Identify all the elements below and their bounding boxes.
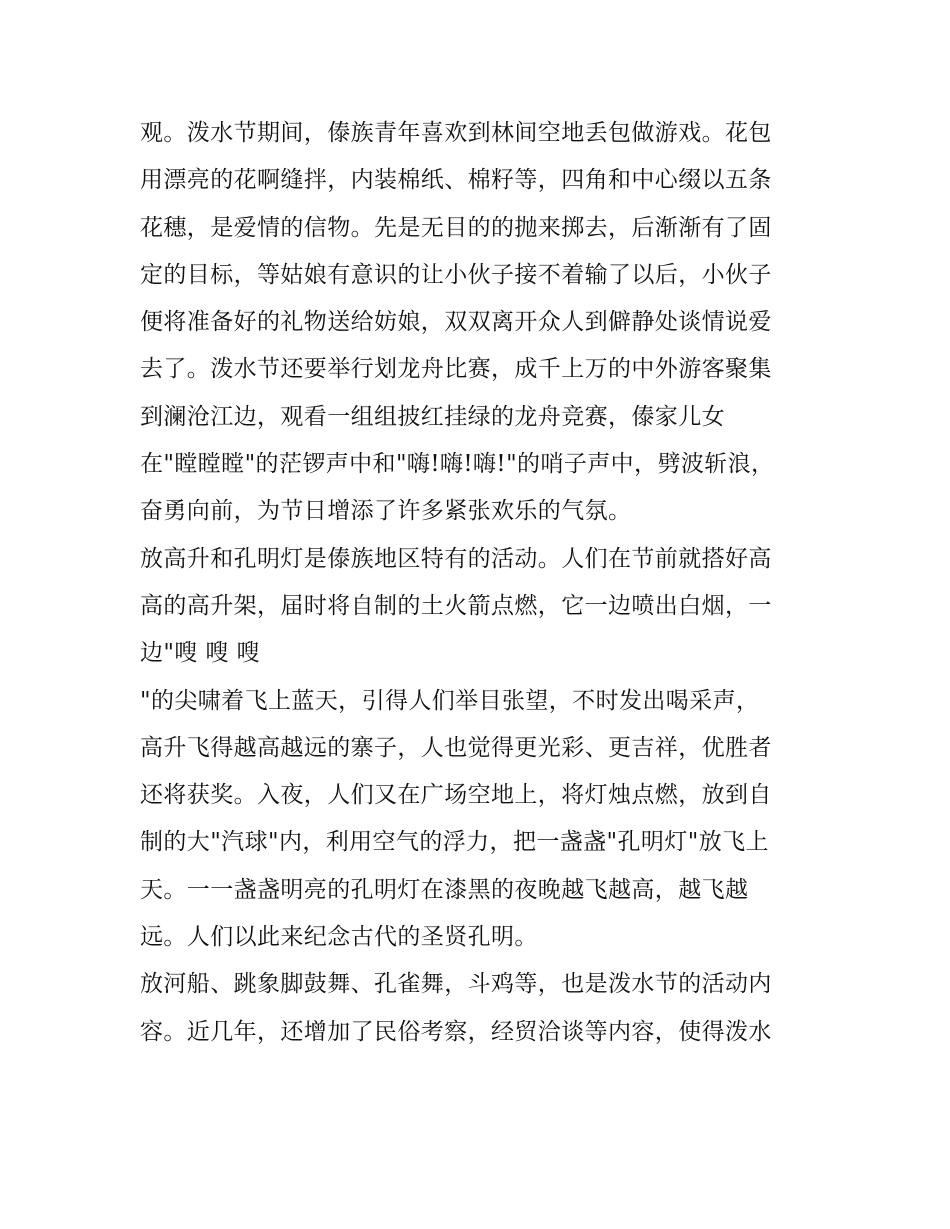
text-line: 便将准备好的礼物送给妨娘，双双离开众人到僻静处谈情说爱 <box>140 309 772 336</box>
text-line: 花穗，是爱情的信物。先是无目的的抛来掷去，后渐渐有了固 <box>140 214 772 241</box>
text-line: 高升飞得越高越远的寨子，人也觉得更光彩、更吉祥，优胜者 <box>140 734 772 761</box>
text-line: 制的大"汽球"内，利用空气的浮力，把一盏盏"孔明灯"放飞上 <box>140 829 769 856</box>
text-line: 去了。泼水节还要举行划龙舟比赛，成千上万的中外游客聚集 <box>140 356 772 383</box>
text-line: 远。人们以此来纪念古代的圣贤孔明。 <box>140 924 538 951</box>
body-text <box>140 110 820 1056</box>
text-line: 高的高升架，届时将自制的土火箭点燃，它一边喷出白烟，一 <box>140 592 772 619</box>
text-line: 到澜沧江边，观看一组组披红挂绿的龙舟竞赛，傣家儿女 <box>140 403 725 430</box>
text-line: 放河船、跳象脚鼓舞、孔雀舞，斗鸡等，也是泼水节的活动内 <box>140 971 772 998</box>
text-line: 容。近几年，还增加了民俗考察，经贸洽谈等内容，使得泼水 <box>140 1018 772 1045</box>
text-line: 天。一一盏盏明亮的孔明灯在漆黑的夜晚越飞越高，越飞越 <box>140 876 749 903</box>
text-line: 奋勇向前，为节日增添了许多紧张欢乐的气氛。 <box>140 498 632 525</box>
text-line: 放高升和孔明灯是傣族地区特有的活动。人们在节前就搭好高 <box>140 545 772 572</box>
text-line: 还将获奖。入夜，人们又在广场空地上，将灯烛点燃，放到自 <box>140 782 772 809</box>
text-line: 定的目标，等姑娘有意识的让小伙子接不着输了以后，小伙子 <box>140 261 772 288</box>
text-line: 边"嗖 嗖 嗖 <box>140 640 261 667</box>
text-line: 用漂亮的花啊缝拌，内装棉纸、棉籽等，四角和中心缀以五条 <box>140 167 772 194</box>
text-line: 在"瞠瞠瞠"的茫锣声中和"嗨!嗨!嗨!"的哨子声中，劈波斩浪， <box>140 451 775 478</box>
text-line: "的尖啸着飞上蓝天，引得人们举目张望，不时发出喝采声， <box>140 687 760 714</box>
text-line: 观。泼水节期间，傣族青年喜欢到林间空地丢包做游戏。花包 <box>140 120 772 146</box>
